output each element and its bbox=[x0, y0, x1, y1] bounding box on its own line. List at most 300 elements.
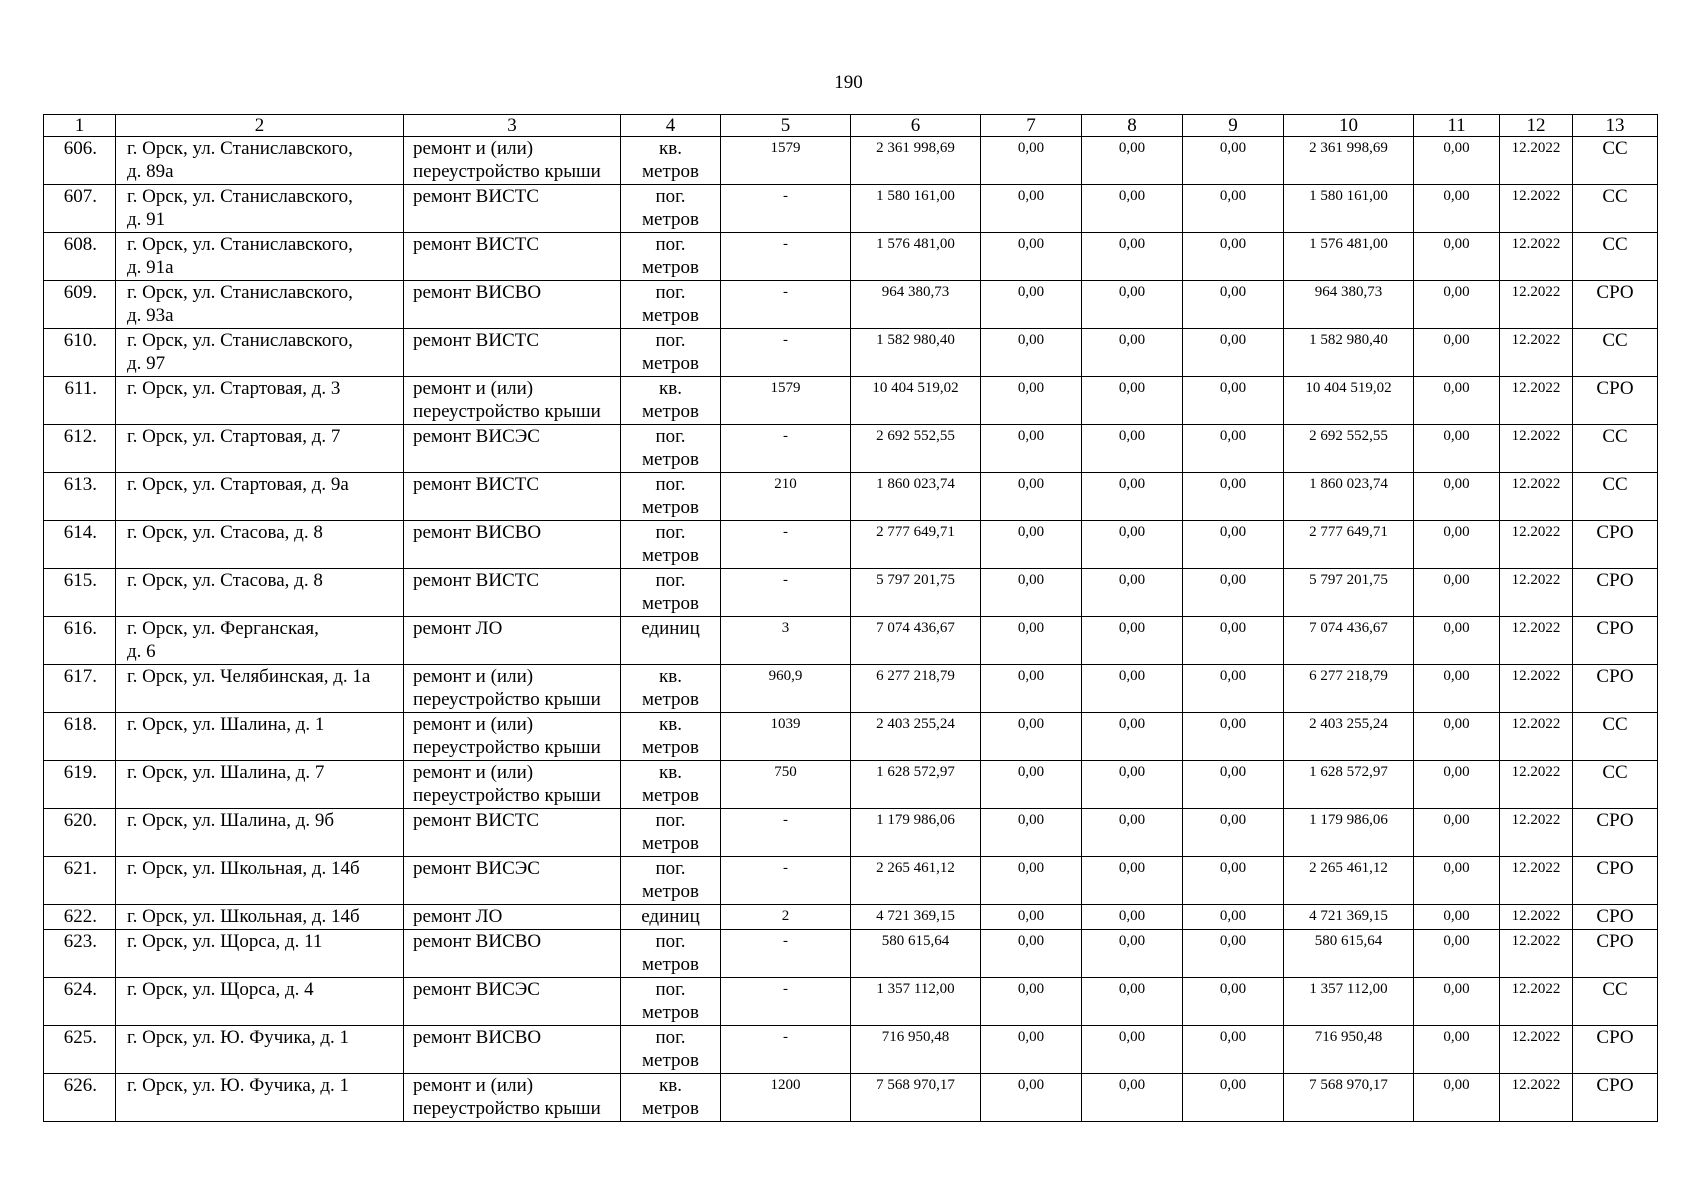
completion-date-cell-line: 12.2022 bbox=[1511, 860, 1561, 876]
col7-cell bbox=[981, 473, 1082, 521]
unit-cell-line: пог. bbox=[655, 810, 686, 831]
work-type-cell bbox=[404, 761, 621, 809]
work-type-cell-line: ремонт ВИСВО bbox=[413, 282, 542, 303]
col10-cell bbox=[1284, 665, 1414, 713]
col10-cell bbox=[1284, 857, 1414, 905]
col8-cell bbox=[1082, 569, 1183, 617]
table-row bbox=[44, 857, 1658, 905]
funding-source-cell bbox=[1573, 425, 1658, 473]
col10-cell-line: 1 179 986,06 bbox=[1309, 812, 1388, 828]
col7-cell bbox=[981, 713, 1082, 761]
col9-cell-line: 0,00 bbox=[1219, 908, 1247, 924]
col9-cell bbox=[1183, 1026, 1284, 1074]
col10-cell bbox=[1284, 569, 1414, 617]
completion-date-cell bbox=[1500, 521, 1573, 569]
row-number-cell-line: 613. bbox=[63, 474, 97, 495]
col8-cell-line: 0,00 bbox=[1118, 284, 1146, 300]
column-header: 3 bbox=[404, 115, 621, 137]
col7-cell bbox=[981, 569, 1082, 617]
col10-cell bbox=[1284, 521, 1414, 569]
unit-cell bbox=[621, 137, 721, 185]
table-row bbox=[44, 281, 1658, 329]
funding-source-cell bbox=[1573, 809, 1658, 857]
col7-cell bbox=[981, 185, 1082, 233]
column-header: 8 bbox=[1082, 115, 1183, 137]
completion-date-cell bbox=[1500, 233, 1573, 281]
row-number-cell bbox=[44, 1074, 116, 1122]
work-type-cell-line: ремонт ВИСЭС bbox=[413, 426, 540, 447]
col9-cell-line: 0,00 bbox=[1219, 981, 1247, 997]
address-cell bbox=[116, 137, 404, 185]
col8-cell-line: 0,00 bbox=[1118, 476, 1146, 492]
col7-cell bbox=[981, 761, 1082, 809]
col9-cell bbox=[1183, 761, 1284, 809]
funding-source-cell bbox=[1573, 1074, 1658, 1122]
col8-cell bbox=[1082, 617, 1183, 665]
completion-date-cell-line: 12.2022 bbox=[1511, 620, 1561, 636]
row-number-cell bbox=[44, 665, 116, 713]
completion-date-cell-line: 12.2022 bbox=[1511, 981, 1561, 997]
total-cost-cell-line: 7 568 970,17 bbox=[876, 1077, 955, 1093]
unit-cell-line: пог. bbox=[655, 1027, 686, 1048]
col8-cell-line: 0,00 bbox=[1118, 380, 1146, 396]
col8-cell bbox=[1082, 233, 1183, 281]
completion-date-cell-line: 12.2022 bbox=[1511, 764, 1561, 780]
col11-cell-line: 0,00 bbox=[1443, 188, 1470, 204]
column-header: 1 bbox=[44, 115, 116, 137]
col9-cell-line: 0,00 bbox=[1219, 764, 1247, 780]
col8-cell bbox=[1082, 713, 1183, 761]
table-row bbox=[44, 617, 1658, 665]
col7-cell-line: 0,00 bbox=[1017, 380, 1045, 396]
col7-cell bbox=[981, 1074, 1082, 1122]
completion-date-cell bbox=[1500, 713, 1573, 761]
row-number-cell bbox=[44, 233, 116, 281]
completion-date-cell bbox=[1500, 930, 1573, 978]
row-number-cell-line: 609. bbox=[63, 282, 97, 303]
table-row bbox=[44, 425, 1658, 473]
col9-cell bbox=[1183, 425, 1284, 473]
col10-cell bbox=[1284, 281, 1414, 329]
col9-cell-line: 0,00 bbox=[1219, 860, 1247, 876]
completion-date-cell bbox=[1500, 617, 1573, 665]
col10-cell-line: 1 576 481,00 bbox=[1309, 236, 1388, 252]
col8-cell bbox=[1082, 905, 1183, 930]
total-cost-cell bbox=[851, 761, 981, 809]
col7-cell bbox=[981, 665, 1082, 713]
col7-cell bbox=[981, 281, 1082, 329]
work-type-cell bbox=[404, 809, 621, 857]
funding-source-cell-line: СРО bbox=[1596, 810, 1634, 831]
unit-cell-line: метров bbox=[642, 161, 699, 182]
completion-date-cell bbox=[1500, 1026, 1573, 1074]
unit-cell-line: пог. bbox=[655, 979, 686, 1000]
volume-cell-line: 1579 bbox=[770, 140, 801, 156]
total-cost-cell-line: 1 628 572,97 bbox=[876, 764, 955, 780]
col11-cell bbox=[1414, 137, 1500, 185]
col9-cell-line: 0,00 bbox=[1219, 140, 1247, 156]
volume-cell bbox=[721, 857, 851, 905]
work-type-cell bbox=[404, 281, 621, 329]
unit-cell-line: метров bbox=[642, 401, 699, 422]
col9-cell-line: 0,00 bbox=[1219, 380, 1247, 396]
col10-cell-line: 964 380,73 bbox=[1314, 284, 1383, 300]
unit-cell bbox=[621, 617, 721, 665]
row-number-cell bbox=[44, 473, 116, 521]
col8-cell bbox=[1082, 521, 1183, 569]
volume-cell-line: - bbox=[783, 860, 788, 876]
col10-cell-line: 1 582 980,40 bbox=[1309, 332, 1388, 348]
address-cell bbox=[116, 809, 404, 857]
address-cell bbox=[116, 761, 404, 809]
unit-cell bbox=[621, 905, 721, 930]
total-cost-cell-line: 1 582 980,40 bbox=[876, 332, 955, 348]
col8-cell-line: 0,00 bbox=[1118, 981, 1146, 997]
row-number-cell bbox=[44, 809, 116, 857]
col7-cell bbox=[981, 137, 1082, 185]
volume-cell-line: - bbox=[783, 284, 788, 300]
volume-cell bbox=[721, 569, 851, 617]
col7-cell-line: 0,00 bbox=[1017, 140, 1045, 156]
table-row bbox=[44, 761, 1658, 809]
completion-date-cell bbox=[1500, 281, 1573, 329]
row-number-cell-line: 614. bbox=[63, 522, 97, 543]
col9-cell-line: 0,00 bbox=[1219, 716, 1247, 732]
col10-cell-line: 1 357 112,00 bbox=[1309, 981, 1388, 997]
col11-cell-line: 0,00 bbox=[1443, 620, 1470, 636]
work-type-cell-line: ремонт ВИСТС bbox=[413, 186, 540, 207]
column-header: 2 bbox=[116, 115, 404, 137]
work-type-cell bbox=[404, 905, 621, 930]
col10-cell-line: 2 361 998,69 bbox=[1309, 140, 1388, 156]
col11-cell bbox=[1414, 1074, 1500, 1122]
col10-cell-line: 1 628 572,97 bbox=[1309, 764, 1388, 780]
col10-cell bbox=[1284, 1026, 1414, 1074]
row-number-cell-line: 616. bbox=[63, 618, 97, 639]
col11-cell bbox=[1414, 185, 1500, 233]
volume-cell-line: 1039 bbox=[770, 716, 801, 732]
address-cell-line: г. Орск, ул. Школьная, д. 14б bbox=[127, 906, 360, 927]
col7-cell bbox=[981, 1026, 1082, 1074]
volume-cell-line: - bbox=[783, 812, 788, 828]
col7-cell bbox=[981, 233, 1082, 281]
col9-cell bbox=[1183, 1074, 1284, 1122]
unit-cell-line: метров bbox=[642, 1050, 699, 1071]
col11-cell bbox=[1414, 569, 1500, 617]
unit-cell-line: пог. bbox=[655, 234, 686, 255]
funding-source-cell bbox=[1573, 905, 1658, 930]
col8-cell-line: 0,00 bbox=[1118, 188, 1146, 204]
volume-cell-line: 1579 bbox=[770, 380, 801, 396]
volume-cell bbox=[721, 809, 851, 857]
col9-cell bbox=[1183, 978, 1284, 1026]
col9-cell bbox=[1183, 809, 1284, 857]
funding-source-cell bbox=[1573, 137, 1658, 185]
col11-cell-line: 0,00 bbox=[1443, 476, 1470, 492]
volume-cell bbox=[721, 329, 851, 377]
volume-cell bbox=[721, 930, 851, 978]
unit-cell bbox=[621, 978, 721, 1026]
row-number-cell bbox=[44, 329, 116, 377]
col7-cell-line: 0,00 bbox=[1017, 284, 1045, 300]
completion-date-cell bbox=[1500, 905, 1573, 930]
col11-cell-line: 0,00 bbox=[1443, 140, 1470, 156]
unit-cell-line: метров bbox=[642, 737, 699, 758]
funding-source-cell bbox=[1573, 761, 1658, 809]
col9-cell-line: 0,00 bbox=[1219, 812, 1247, 828]
col8-cell-line: 0,00 bbox=[1118, 428, 1146, 444]
row-number-cell-line: 610. bbox=[63, 330, 97, 351]
completion-date-cell bbox=[1500, 137, 1573, 185]
completion-date-cell-line: 12.2022 bbox=[1511, 476, 1561, 492]
total-cost-cell bbox=[851, 857, 981, 905]
address-cell-line: г. Орск, ул. Щорса, д. 4 bbox=[127, 979, 314, 1000]
col9-cell-line: 0,00 bbox=[1219, 332, 1247, 348]
col7-cell-line: 0,00 bbox=[1017, 236, 1045, 252]
work-type-cell-line: ремонт и (или) bbox=[413, 138, 534, 159]
address-cell-line: г. Орск, ул. Станиславского, bbox=[127, 186, 353, 207]
col9-cell bbox=[1183, 377, 1284, 425]
col11-cell-line: 0,00 bbox=[1443, 236, 1470, 252]
unit-cell-line: кв. bbox=[659, 762, 682, 783]
row-number-cell-line: 626. bbox=[63, 1075, 97, 1096]
col7-cell bbox=[981, 978, 1082, 1026]
col10-cell-line: 5 797 201,75 bbox=[1309, 572, 1388, 588]
address-cell bbox=[116, 857, 404, 905]
unit-cell-line: метров bbox=[642, 497, 699, 518]
completion-date-cell-line: 12.2022 bbox=[1511, 908, 1561, 924]
volume-cell bbox=[721, 1074, 851, 1122]
total-cost-cell bbox=[851, 665, 981, 713]
work-type-cell bbox=[404, 137, 621, 185]
row-number-cell-line: 622. bbox=[63, 906, 97, 927]
volume-cell bbox=[721, 1026, 851, 1074]
work-type-cell bbox=[404, 473, 621, 521]
col8-cell-line: 0,00 bbox=[1118, 908, 1146, 924]
completion-date-cell bbox=[1500, 185, 1573, 233]
funding-source-cell bbox=[1573, 185, 1658, 233]
col11-cell bbox=[1414, 233, 1500, 281]
volume-cell-line: 3 bbox=[781, 620, 790, 636]
volume-cell bbox=[721, 761, 851, 809]
address-cell-line: г. Орск, ул. Ю. Фучика, д. 1 bbox=[127, 1075, 349, 1096]
unit-cell-line: пог. bbox=[655, 522, 686, 543]
col10-cell bbox=[1284, 761, 1414, 809]
unit-cell-line: кв. bbox=[659, 1075, 682, 1096]
col10-cell bbox=[1284, 809, 1414, 857]
col8-cell bbox=[1082, 1026, 1183, 1074]
col10-cell bbox=[1284, 617, 1414, 665]
total-cost-cell bbox=[851, 521, 981, 569]
address-cell bbox=[116, 185, 404, 233]
completion-date-cell-line: 12.2022 bbox=[1511, 572, 1561, 588]
row-number-cell-line: 611. bbox=[64, 378, 97, 399]
total-cost-cell-line: 2 777 649,71 bbox=[876, 524, 955, 540]
volume-cell-line: - bbox=[783, 572, 788, 588]
col7-cell-line: 0,00 bbox=[1017, 908, 1045, 924]
unit-cell-line: метров bbox=[642, 257, 699, 278]
funding-source-cell bbox=[1573, 617, 1658, 665]
row-number-cell bbox=[44, 281, 116, 329]
completion-date-cell-line: 12.2022 bbox=[1511, 1077, 1561, 1093]
work-type-cell bbox=[404, 617, 621, 665]
col8-cell-line: 0,00 bbox=[1118, 572, 1146, 588]
unit-cell-line: метров bbox=[642, 353, 699, 374]
total-cost-cell bbox=[851, 425, 981, 473]
unit-cell bbox=[621, 761, 721, 809]
work-type-cell-line: ремонт ВИСЭС bbox=[413, 858, 540, 879]
col10-cell-line: 2 403 255,24 bbox=[1309, 716, 1388, 732]
address-cell bbox=[116, 233, 404, 281]
col10-cell-line: 2 265 461,12 bbox=[1309, 860, 1388, 876]
unit-cell-line: пог. bbox=[655, 426, 686, 447]
column-header: 6 bbox=[851, 115, 981, 137]
column-number-row bbox=[44, 115, 1658, 137]
column-header: 12 bbox=[1500, 115, 1573, 137]
table-row bbox=[44, 978, 1658, 1026]
col10-cell-line: 716 950,48 bbox=[1314, 1029, 1383, 1045]
col8-cell-line: 0,00 bbox=[1118, 1077, 1146, 1093]
total-cost-cell-line: 10 404 519,02 bbox=[872, 380, 959, 396]
completion-date-cell bbox=[1500, 377, 1573, 425]
col7-cell-line: 0,00 bbox=[1017, 620, 1045, 636]
completion-date-cell-line: 12.2022 bbox=[1511, 524, 1561, 540]
col10-cell bbox=[1284, 713, 1414, 761]
col7-cell-line: 0,00 bbox=[1017, 1077, 1045, 1093]
address-cell bbox=[116, 930, 404, 978]
total-cost-cell bbox=[851, 978, 981, 1026]
address-cell-line: г. Орск, ул. Стартовая, д. 3 bbox=[127, 378, 341, 399]
work-type-cell-line: переустройство крыши bbox=[413, 737, 601, 758]
address-cell-line: г. Орск, ул. Станиславского, bbox=[127, 234, 353, 255]
col8-cell bbox=[1082, 809, 1183, 857]
volume-cell-line: 1200 bbox=[770, 1077, 801, 1093]
total-cost-cell bbox=[851, 137, 981, 185]
address-cell-line: г. Орск, ул. Челябинская, д. 1а bbox=[127, 666, 371, 687]
col9-cell bbox=[1183, 857, 1284, 905]
work-type-cell-line: переустройство крыши bbox=[413, 785, 601, 806]
funding-source-cell bbox=[1573, 521, 1658, 569]
work-type-cell-line: ремонт и (или) bbox=[413, 666, 534, 687]
row-number-cell-line: 620. bbox=[63, 810, 97, 831]
row-number-cell-line: 617. bbox=[63, 666, 97, 687]
funding-source-cell bbox=[1573, 978, 1658, 1026]
table-row bbox=[44, 713, 1658, 761]
address-cell bbox=[116, 473, 404, 521]
unit-cell-line: пог. bbox=[655, 186, 686, 207]
address-cell-line: г. Орск, ул. Стасова, д. 8 bbox=[127, 522, 323, 543]
volume-cell-line: 750 bbox=[774, 764, 797, 780]
completion-date-cell-line: 12.2022 bbox=[1511, 140, 1561, 156]
column-header: 10 bbox=[1284, 115, 1414, 137]
funding-source-cell-line: СС bbox=[1602, 234, 1628, 255]
col8-cell-line: 0,00 bbox=[1118, 620, 1146, 636]
col8-cell bbox=[1082, 185, 1183, 233]
col7-cell-line: 0,00 bbox=[1017, 933, 1045, 949]
total-cost-cell bbox=[851, 809, 981, 857]
funding-source-cell bbox=[1573, 329, 1658, 377]
volume-cell bbox=[721, 281, 851, 329]
col11-cell-line: 0,00 bbox=[1443, 668, 1470, 684]
total-cost-cell bbox=[851, 569, 981, 617]
row-number-cell bbox=[44, 713, 116, 761]
col11-cell bbox=[1414, 713, 1500, 761]
work-type-cell-line: ремонт ВИСТС bbox=[413, 474, 540, 495]
work-type-cell bbox=[404, 569, 621, 617]
col9-cell-line: 0,00 bbox=[1219, 476, 1247, 492]
unit-cell bbox=[621, 473, 721, 521]
funding-source-cell-line: СРО bbox=[1596, 1075, 1634, 1096]
col11-cell-line: 0,00 bbox=[1443, 428, 1470, 444]
work-type-cell bbox=[404, 185, 621, 233]
col10-cell bbox=[1284, 185, 1414, 233]
unit-cell-line: единиц bbox=[641, 618, 700, 639]
col9-cell bbox=[1183, 473, 1284, 521]
col9-cell-line: 0,00 bbox=[1219, 188, 1247, 204]
col7-cell-line: 0,00 bbox=[1017, 332, 1045, 348]
col11-cell bbox=[1414, 617, 1500, 665]
volume-cell bbox=[721, 377, 851, 425]
address-cell bbox=[116, 665, 404, 713]
volume-cell-line: - bbox=[783, 981, 788, 997]
unit-cell bbox=[621, 425, 721, 473]
table-row bbox=[44, 377, 1658, 425]
address-cell-line: г. Орск, ул. Шалина, д. 9б bbox=[127, 810, 335, 831]
volume-cell-line: 210 bbox=[774, 476, 797, 492]
unit-cell bbox=[621, 329, 721, 377]
col10-cell bbox=[1284, 473, 1414, 521]
col11-cell bbox=[1414, 521, 1500, 569]
funding-source-cell-line: СС bbox=[1602, 330, 1628, 351]
col10-cell-line: 2 777 649,71 bbox=[1309, 524, 1388, 540]
address-cell-line: г. Орск, ул. Ю. Фучика, д. 1 bbox=[127, 1027, 349, 1048]
col8-cell bbox=[1082, 137, 1183, 185]
col11-cell-line: 0,00 bbox=[1443, 981, 1470, 997]
col11-cell-line: 0,00 bbox=[1443, 908, 1470, 924]
total-cost-cell-line: 2 692 552,55 bbox=[876, 428, 955, 444]
address-cell bbox=[116, 569, 404, 617]
col8-cell-line: 0,00 bbox=[1118, 236, 1146, 252]
work-type-cell bbox=[404, 377, 621, 425]
col7-cell bbox=[981, 521, 1082, 569]
col10-cell-line: 580 615,64 bbox=[1314, 933, 1383, 949]
table-row bbox=[44, 233, 1658, 281]
col7-cell-line: 0,00 bbox=[1017, 524, 1045, 540]
col9-cell bbox=[1183, 521, 1284, 569]
row-number-cell bbox=[44, 978, 116, 1026]
col9-cell-line: 0,00 bbox=[1219, 572, 1247, 588]
volume-cell-line: - bbox=[783, 236, 788, 252]
completion-date-cell bbox=[1500, 1074, 1573, 1122]
completion-date-cell bbox=[1500, 761, 1573, 809]
work-type-cell bbox=[404, 978, 621, 1026]
unit-cell bbox=[621, 857, 721, 905]
work-type-cell-line: ремонт и (или) bbox=[413, 378, 534, 399]
col9-cell bbox=[1183, 233, 1284, 281]
address-cell bbox=[116, 617, 404, 665]
work-type-cell bbox=[404, 857, 621, 905]
unit-cell-line: пог. bbox=[655, 330, 686, 351]
volume-cell bbox=[721, 233, 851, 281]
funding-source-cell-line: СС bbox=[1602, 138, 1628, 159]
funding-source-cell-line: СРО bbox=[1596, 618, 1634, 639]
funding-source-cell bbox=[1573, 930, 1658, 978]
funding-source-cell-line: СРО bbox=[1596, 522, 1634, 543]
funding-source-cell-line: СРО bbox=[1596, 378, 1634, 399]
table-row bbox=[44, 905, 1658, 930]
address-cell bbox=[116, 905, 404, 930]
funding-source-cell bbox=[1573, 233, 1658, 281]
